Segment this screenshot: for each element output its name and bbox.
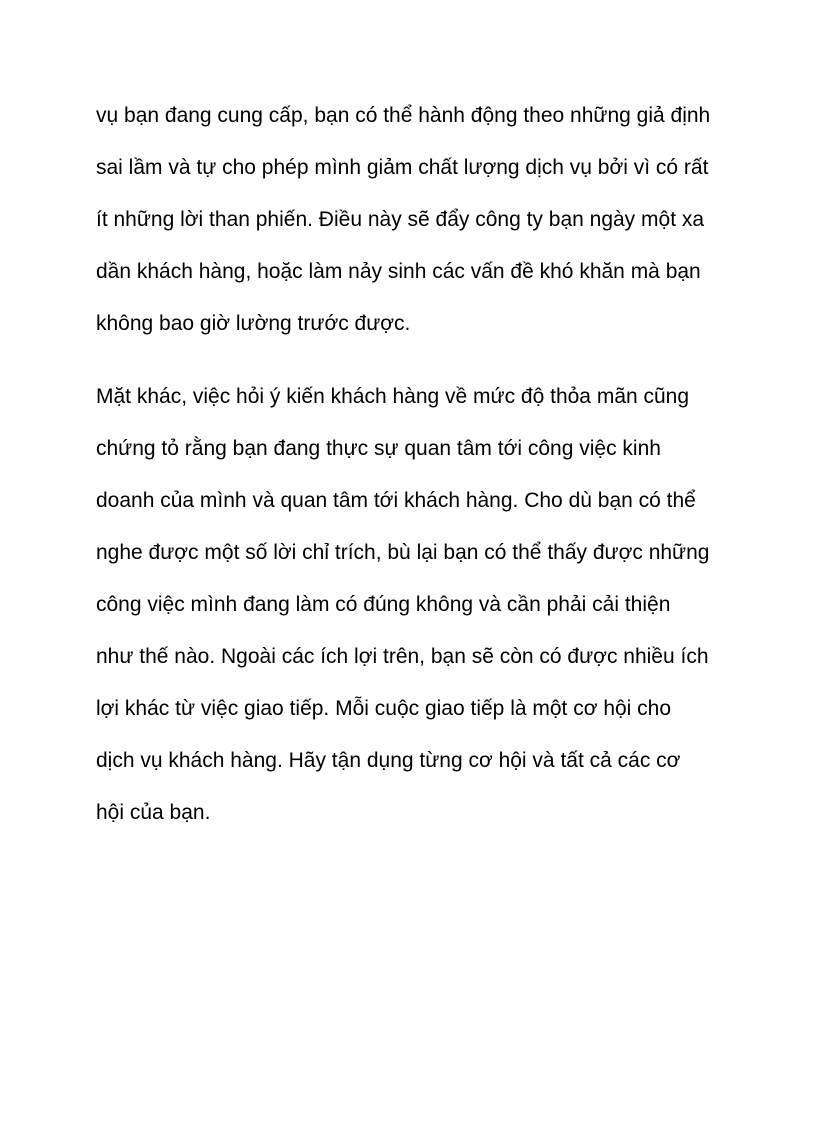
text-line: không bao giờ lường trước được. (96, 312, 411, 335)
text-line: lợi khác từ việc giao tiếp. Mỗi cuộc giao tiếp là một cơ hội cho (96, 697, 672, 720)
text-line: ít những lời than phiến. Điều này sẽ đẩy công ty bạn ngày một xa (96, 208, 705, 231)
text-line: Mặt khác, việc hỏi ý kiến khách hàng về mức độ thỏa mãn cũng (96, 385, 690, 408)
text-line: nghe được một số lời chỉ trích, bù lại bạn có thể thấy được những (96, 541, 710, 564)
text-line: công việc mình đang làm có đúng không và cần phải cải thiện (96, 593, 671, 616)
text-line: sai lầm và tự cho phép mình giảm chất lượng dịch vụ bởi vì có rất (96, 156, 709, 179)
text-line: vụ bạn đang cung cấp, bạn có thể hành động theo những giả định (96, 104, 711, 127)
text-line: doanh của mình và quan tâm tới khách hàng. Cho dù bạn có thể (96, 489, 696, 512)
text-line: chứng tỏ rằng bạn đang thực sự quan tâm tới công việc kinh (96, 437, 661, 460)
text-line: dịch vụ khách hàng. Hãy tận dụng từng cơ hội và tất cả các cơ (96, 749, 681, 772)
text-line: dần khách hàng, hoặc làm nảy sinh các vấn đề khó khăn mà bạn (96, 260, 701, 283)
text-line: hội của bạn. (96, 801, 211, 824)
text-line: như thế nào. Ngoài các ích lợi trên, bạn sẽ còn có được nhiều ích (96, 645, 709, 668)
